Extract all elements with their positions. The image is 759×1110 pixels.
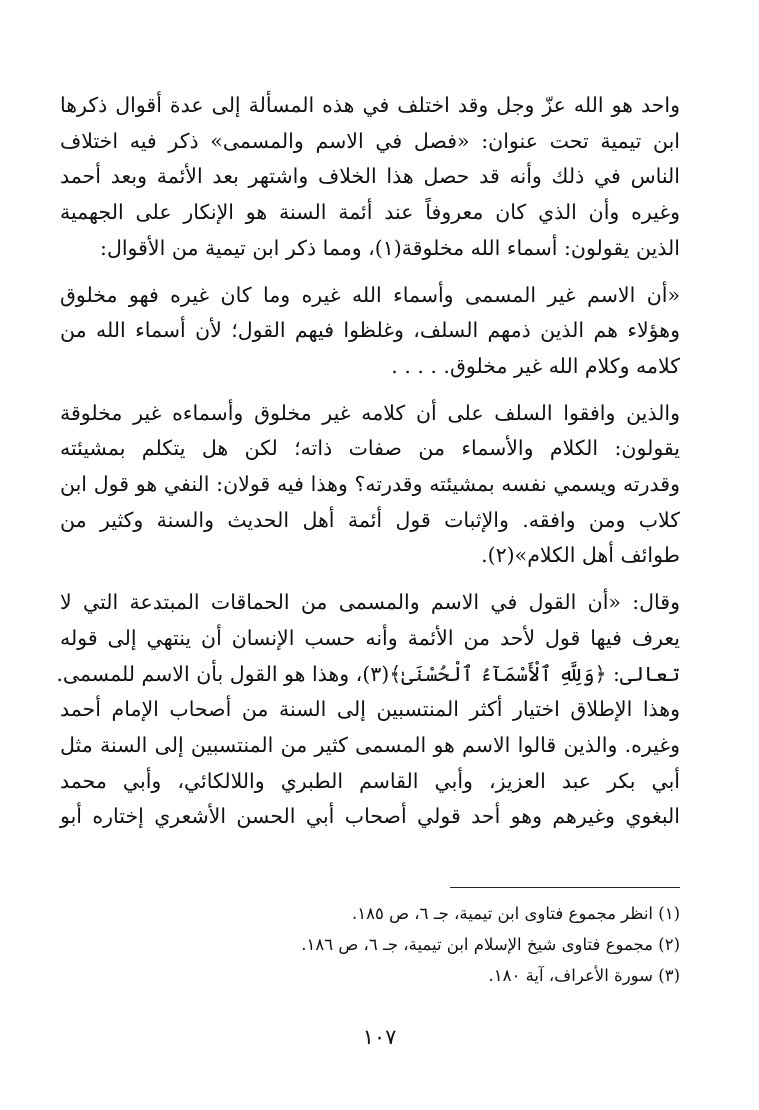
text-line: البغوي وغيرهم وهو أحد قولي أصحاب أبي الحسن الأشعري إختاره أبو <box>60 804 680 829</box>
text-line: وغيره وأن الذي كان معروفاً عند أئمة السنة هو الإنكار على الجهمية <box>60 200 680 225</box>
footnote-2: (٢) مجموع فتاوى شيخ الإسلام ابن تيمية، جـ ٦، ص ١٨٦. <box>301 935 680 954</box>
text-line: وهؤلاء هم الذين ذمهم السلف، وغلظوا فيهم القول؛ لأن أسماء الله من <box>60 318 680 343</box>
text-line: يقولون: الكلام والأسماء من صفات ذاته؛ لكن هل يتكلم بمشيئته <box>60 436 680 461</box>
page-number: ١٠٧ <box>362 1025 397 1049</box>
text-line: ابن تيمية تحت عنوان: «فصل في الاسم والمسمى» ذكر فيه اختلاف <box>60 128 681 153</box>
text-line: وقال: «أن القول في الاسم والمسمى من الحماقات المبتدعة التي لا <box>60 590 680 615</box>
text-line: أبي بكر عبد العزيز، وأبي القاسم الطبري واللالكائي، وأبي محمد <box>60 768 680 793</box>
text-line: وهذا الإطلاق اختيار أكثر المنتسبين إلى السنة من أصحاب الإمام أحمد <box>60 697 680 722</box>
footnote-1: (١) انظر مجموع فتاوى ابن تيمية، جـ ٦، ص ١٨٥. <box>352 904 680 923</box>
page-body <box>56 88 681 835</box>
paragraph-2 <box>60 278 680 385</box>
text-line: الناس في ذلك وأنه قد حصل هذا الخلاف واشتهر بعد الأئمة وبعد أحمد <box>60 164 680 189</box>
text-line: «أن الاسم غير المسمى وأسماء الله غيره وما كان غيره فهو مخلوق <box>60 282 680 307</box>
text-line: والذين وافقوا السلف على أن كلامه غير مخلوق وأسماءه غير مخلوقة <box>60 400 680 425</box>
text-line: يعرف فيها قول لأحد من الأئمة وأنه حسب الإنسان أن ينتهي إلى قوله <box>60 625 680 650</box>
text-line: وغيره. والذين قالوا الاسم هو المسمى كثير من المنتسبين إلى السنة مثل <box>60 732 680 757</box>
footnote-3: (٣) سورة الأعراف، آية ١٨٠. <box>488 966 680 985</box>
footnote-divider <box>450 887 680 888</box>
text-line: وقدرته ويسمي نفسه بمشيئته وقدرته؟ وهذا فيه قولان: النفي هو قول ابن <box>60 472 680 497</box>
text-line: كلاب ومن وافقه. والإثبات قول أئمة أهل الحديث والسنة وكثير من <box>60 507 680 532</box>
paragraph-1 <box>60 88 680 267</box>
paragraph-3 <box>60 396 680 575</box>
text-line: كلامه وكلام الله غير مخلوق. . . . . <box>391 353 680 378</box>
footnotes <box>60 898 680 991</box>
text-line: الذين يقولون: أسماء الله مخلوقة(١)، ومما ذكر ابن تيمية من الأقوال: <box>100 235 680 260</box>
text-line: تعالى: ﴿وَلِلَّهِ ٱلْأَسْمَآءُ ٱلْحُسْنَىٰ﴾(٣)، وهذا هو القول بأن الاسم للمسمى. <box>56 661 680 686</box>
paragraph-4 <box>56 585 680 835</box>
text-line: طوائف أهل الكلام»(٢). <box>481 543 680 568</box>
text-line: واحد هو الله عزّ وجل وقد اختلف في هذه المسألة إلى عدة أقوال ذكرها <box>60 93 680 117</box>
